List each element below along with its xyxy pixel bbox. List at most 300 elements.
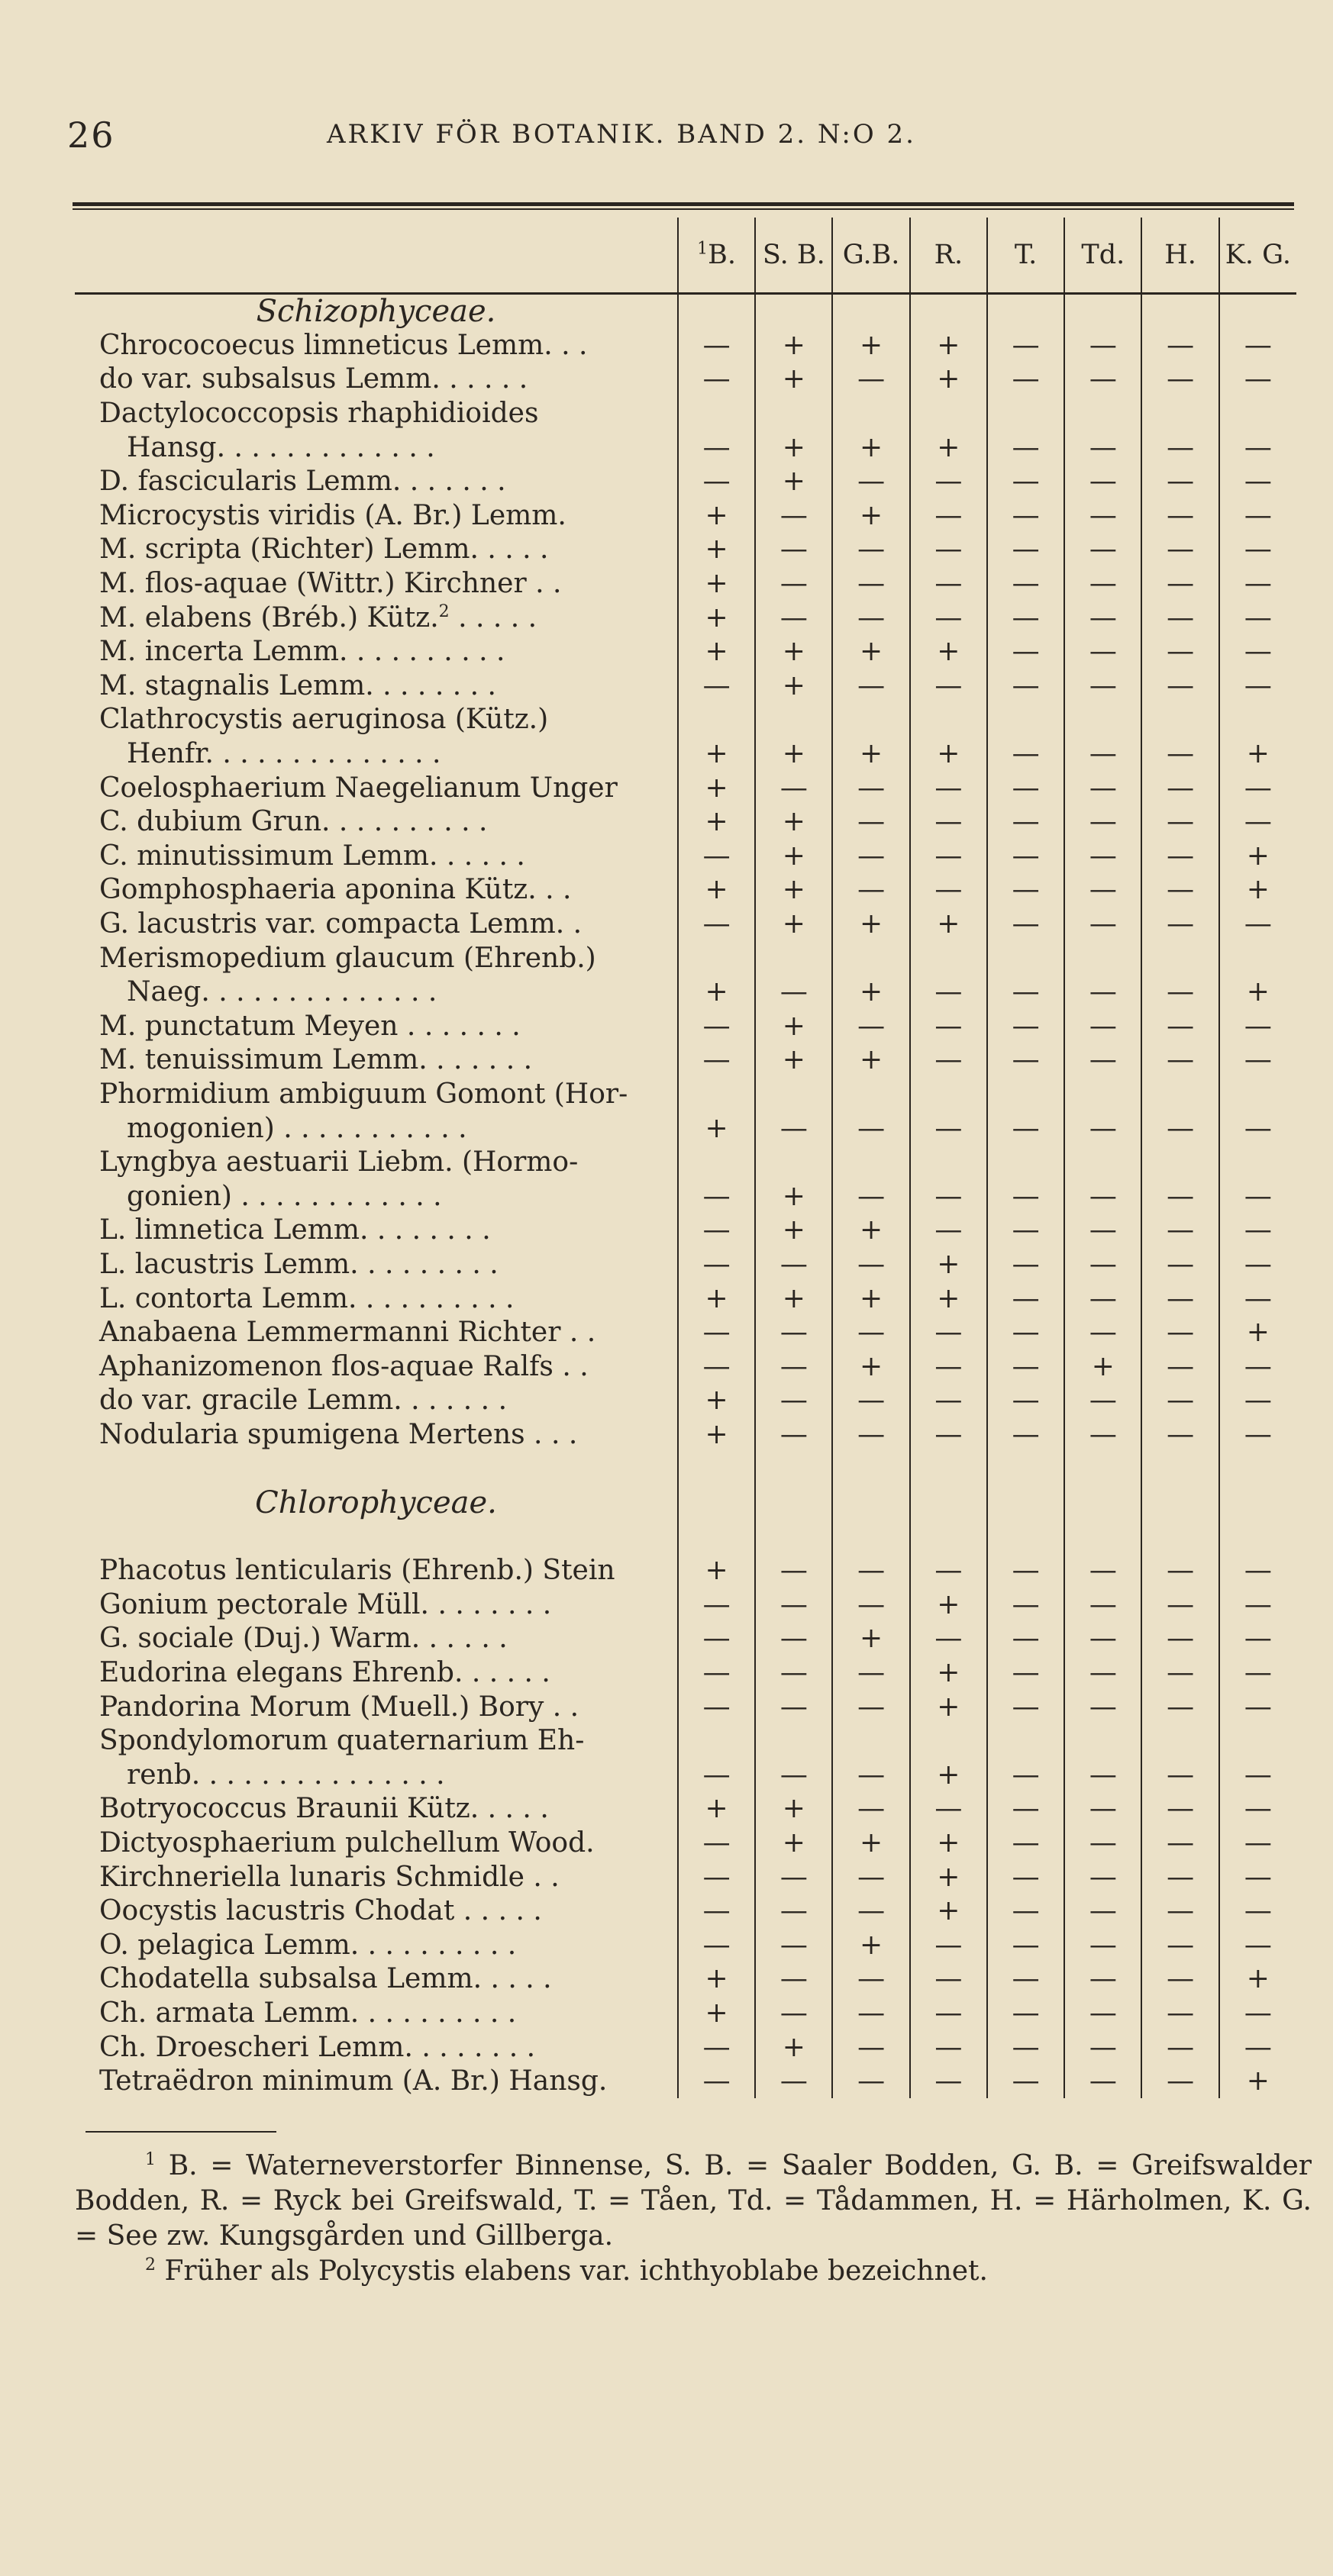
presence-mark: + — [755, 1043, 832, 1078]
presence-mark: — — [1141, 873, 1218, 908]
presence-mark: — — [1064, 1826, 1141, 1861]
presence-mark: + — [755, 1282, 832, 1316]
presence-mark: + — [678, 1554, 755, 1588]
presence-mark: — — [987, 1929, 1064, 1963]
presence-mark: — — [987, 430, 1064, 465]
presence-mark: — — [987, 1997, 1064, 2031]
empty-cell — [755, 1486, 832, 1520]
presence-mark: — — [678, 1214, 755, 1248]
presence-mark: — — [1219, 1282, 1296, 1316]
presence-mark: — — [1141, 1588, 1218, 1623]
taxon-name: M. scripta (Richter) Lemm. . . . . — [99, 534, 549, 566]
presence-mark: — — [678, 1349, 755, 1384]
presence-mark: — — [1219, 1656, 1296, 1691]
presence-mark: — — [1219, 1214, 1296, 1248]
presence-mark: — — [1064, 1248, 1141, 1282]
column-header — [1141, 218, 1218, 294]
presence-mark: — — [910, 567, 987, 601]
presence-mark: + — [678, 1997, 755, 2031]
table-row — [75, 363, 1296, 397]
presence-mark: — — [1219, 1554, 1296, 1588]
taxon-name: Merismopedium glaucum (Ehrenb.) — [99, 942, 596, 974]
presence-mark: — — [987, 1759, 1064, 1793]
table-row — [75, 2065, 1296, 2099]
presence-mark: + — [755, 635, 832, 669]
presence-mark: — — [1064, 1622, 1141, 1656]
presence-mark: + — [678, 1282, 755, 1316]
presence-mark: — — [1064, 805, 1141, 840]
presence-mark: — — [1219, 1179, 1296, 1214]
presence-mark: — — [678, 465, 755, 499]
journal-title: ARKIV FÖR BOTANIK. BAND 2. N:O 2. — [327, 119, 916, 150]
table-row — [75, 771, 1296, 805]
section-heading: Chlorophyceae. — [255, 1485, 497, 1520]
presence-mark: — — [1141, 533, 1218, 567]
presence-mark: — — [910, 669, 987, 704]
presence-mark: + — [755, 1792, 832, 1826]
spacer-row — [75, 1452, 1296, 1486]
presence-mark: + — [755, 1826, 832, 1861]
empty-cell — [1064, 1520, 1141, 1554]
empty-cell — [755, 1452, 832, 1486]
taxon-name: Spondylomorum quaternarium Eh- — [99, 1725, 585, 1757]
presence-mark: + — [832, 1826, 909, 1861]
presence-mark: — — [832, 533, 909, 567]
table-row — [75, 2030, 1296, 2065]
empty-cell — [1064, 397, 1141, 431]
empty-cell — [832, 1452, 909, 1486]
presence-mark: — — [678, 1826, 755, 1861]
presence-mark: — — [1064, 908, 1141, 942]
empty-cell — [755, 703, 832, 737]
presence-mark: — — [987, 363, 1064, 397]
empty-cell — [1141, 1078, 1218, 1112]
empty-cell — [678, 1520, 755, 1554]
presence-mark: — — [1219, 329, 1296, 363]
presence-mark: + — [832, 975, 909, 1010]
table-row — [75, 1418, 1296, 1452]
taxon-name: C. dubium Grun. . . . . . . . . . — [99, 806, 488, 838]
presence-mark: — — [1064, 771, 1141, 805]
presence-mark: — — [910, 1111, 987, 1146]
presence-mark: — — [1141, 805, 1218, 840]
presence-mark: — — [1141, 1690, 1218, 1724]
presence-mark: — — [1141, 1997, 1218, 2031]
presence-mark: — — [1141, 1384, 1218, 1418]
presence-mark: — — [832, 601, 909, 635]
table-row — [75, 1588, 1296, 1623]
empty-cell — [1141, 1452, 1218, 1486]
presence-mark: — — [832, 1656, 909, 1691]
empty-cell — [832, 1724, 909, 1759]
footnote-text: B. = Waterneverstorfer Binnense, S. B. = Saaler Bodden, G. B. = Greifswalder Bodden, R. = Ryck bei Greifswald, T. = Tåen, Td. = Tådammen, H. = Härholmen, K. G. = See zw. Kungsgården und Gillberga. — [75, 2150, 1312, 2252]
presence-mark: — — [1219, 1418, 1296, 1452]
distribution-table-wrapper — [75, 218, 1296, 2098]
presence-mark: — — [987, 1111, 1064, 1146]
presence-mark: — — [1141, 1282, 1218, 1316]
presence-mark: — — [1064, 567, 1141, 601]
presence-mark: — — [1219, 1043, 1296, 1078]
presence-mark: — — [1219, 1248, 1296, 1282]
empty-cell — [832, 941, 909, 975]
taxon-name: M. incerta Lemm. . . . . . . . . . — [99, 636, 505, 668]
presence-mark: — — [1141, 430, 1218, 465]
presence-mark: + — [1219, 2065, 1296, 2099]
presence-mark: — — [910, 465, 987, 499]
presence-mark: — — [1141, 1860, 1218, 1894]
presence-mark: + — [1219, 873, 1296, 908]
presence-mark: — — [1219, 1860, 1296, 1894]
empty-cell — [1219, 1486, 1296, 1520]
table-row — [75, 975, 1296, 1010]
presence-mark: — — [678, 1043, 755, 1078]
presence-mark: — — [1219, 1111, 1296, 1146]
presence-mark: + — [832, 908, 909, 942]
presence-mark: — — [755, 2065, 832, 2099]
presence-mark: + — [755, 840, 832, 874]
presence-mark: — — [1219, 1349, 1296, 1384]
empty-cell — [1064, 1078, 1141, 1112]
presence-mark: + — [678, 1962, 755, 1997]
empty-cell — [1141, 703, 1218, 737]
presence-mark: — — [1064, 499, 1141, 534]
presence-mark: — — [1064, 2030, 1141, 2065]
presence-mark: — — [832, 1316, 909, 1350]
presence-mark: — — [987, 1043, 1064, 1078]
taxon-name: Anabaena Lemmermanni Richter . . — [99, 1317, 596, 1349]
presence-mark: — — [910, 533, 987, 567]
presence-mark: — — [1141, 737, 1218, 772]
spacer-row — [75, 1520, 1296, 1554]
presence-mark: — — [1141, 363, 1218, 397]
presence-mark: — — [755, 1759, 832, 1793]
table-row — [75, 1179, 1296, 1214]
empty-cell — [987, 1078, 1064, 1112]
presence-mark: — — [678, 840, 755, 874]
footnote-number: 2 — [145, 2255, 156, 2275]
presence-mark: — — [678, 1894, 755, 1929]
presence-mark: + — [910, 430, 987, 465]
presence-mark: — — [678, 1860, 755, 1894]
empty-cell — [1219, 1520, 1296, 1554]
presence-mark: + — [755, 1214, 832, 1248]
table-row — [75, 397, 1296, 431]
presence-mark: — — [1064, 975, 1141, 1010]
presence-mark: + — [910, 1588, 987, 1623]
empty-cell — [1064, 1724, 1141, 1759]
empty-cell — [910, 1452, 987, 1486]
presence-mark: — — [1064, 363, 1141, 397]
table-row — [75, 1009, 1296, 1043]
presence-mark: + — [910, 1860, 987, 1894]
empty-cell — [755, 1146, 832, 1180]
presence-mark: — — [910, 975, 987, 1010]
presence-mark: + — [678, 567, 755, 601]
taxon-name: Eudorina elegans Ehrenb. . . . . . — [99, 1657, 550, 1689]
presence-mark: — — [987, 805, 1064, 840]
presence-mark: — — [832, 1009, 909, 1043]
empty-cell — [987, 397, 1064, 431]
presence-mark: — — [1064, 1043, 1141, 1078]
empty-cell — [1141, 1146, 1218, 1180]
table-row — [75, 1146, 1296, 1180]
presence-mark: + — [832, 1622, 909, 1656]
table-row — [75, 1860, 1296, 1894]
presence-mark: — — [755, 533, 832, 567]
presence-mark: + — [1219, 1962, 1296, 1997]
presence-mark: — — [987, 635, 1064, 669]
presence-mark: — — [910, 805, 987, 840]
presence-mark: — — [910, 1554, 987, 1588]
presence-mark: — — [678, 1759, 755, 1793]
presence-mark: — — [1064, 1792, 1141, 1826]
table-row — [75, 635, 1296, 669]
presence-mark: — — [1064, 873, 1141, 908]
taxon-name: do var. subsalsus Lemm. . . . . . — [99, 363, 528, 395]
presence-mark: — — [1141, 329, 1218, 363]
presence-mark: — — [832, 1111, 909, 1146]
presence-mark: + — [910, 737, 987, 772]
empty-cell — [755, 1724, 832, 1759]
table-row — [75, 567, 1296, 601]
presence-mark: + — [755, 465, 832, 499]
taxon-name: Chodatella subsalsa Lemm. . . . . — [99, 1963, 552, 1995]
empty-cell — [987, 941, 1064, 975]
empty-cell — [832, 294, 909, 329]
presence-mark: — — [832, 1997, 909, 2031]
presence-mark: — — [678, 1009, 755, 1043]
presence-mark: — — [910, 1622, 987, 1656]
empty-cell — [678, 1078, 755, 1112]
taxon-name: L. limnetica Lemm. . . . . . . . — [99, 1214, 491, 1246]
taxon-name: Dactylococcopsis rhaphidioides — [99, 398, 539, 430]
footnote-number: 1 — [145, 2150, 156, 2169]
presence-mark: — — [678, 1179, 755, 1214]
table-top-rule — [73, 202, 1294, 206]
presence-mark: — — [1064, 1316, 1141, 1350]
presence-mark: — — [1064, 329, 1141, 363]
presence-mark: — — [910, 499, 987, 534]
page-number: 26 — [67, 114, 115, 156]
presence-mark: — — [1064, 1111, 1141, 1146]
footnote-rule — [86, 2131, 276, 2133]
presence-mark: — — [987, 1690, 1064, 1724]
empty-cell — [1141, 941, 1218, 975]
presence-mark: — — [910, 2065, 987, 2099]
table-row — [75, 1554, 1296, 1588]
presence-mark: + — [832, 1929, 909, 1963]
footnote-marker: 2 — [438, 601, 450, 621]
presence-mark: — — [755, 1622, 832, 1656]
presence-mark: + — [910, 1759, 987, 1793]
presence-mark: — — [1219, 635, 1296, 669]
presence-mark: — — [755, 1656, 832, 1691]
presence-mark: — — [1141, 1929, 1218, 1963]
empty-cell — [678, 294, 755, 329]
table-row — [75, 1043, 1296, 1078]
taxon-name: M. flos-aquae (Wittr.) Kirchner . . — [99, 568, 562, 600]
presence-mark: — — [1141, 601, 1218, 635]
presence-mark: — — [755, 1316, 832, 1350]
empty-cell — [75, 1520, 678, 1554]
presence-mark: — — [678, 1656, 755, 1691]
empty-cell — [910, 1146, 987, 1180]
presence-mark: — — [1064, 1554, 1141, 1588]
footnotes — [75, 2149, 1312, 2289]
taxon-name: Hansg. . . . . . . . . . . . . — [127, 431, 435, 463]
empty-cell — [755, 1520, 832, 1554]
presence-mark: — — [1219, 533, 1296, 567]
presence-mark: — — [1064, 669, 1141, 704]
empty-cell — [678, 1146, 755, 1180]
presence-mark: — — [1064, 430, 1141, 465]
presence-mark: + — [832, 430, 909, 465]
empty-cell — [1219, 703, 1296, 737]
presence-mark: — — [1141, 1759, 1218, 1793]
presence-mark: — — [910, 873, 987, 908]
presence-mark: — — [987, 567, 1064, 601]
table-row — [75, 1282, 1296, 1316]
presence-mark: — — [832, 2065, 909, 2099]
presence-mark: — — [832, 1179, 909, 1214]
presence-mark: + — [832, 329, 909, 363]
taxon-name: O. pelagica Lemm. . . . . . . . . . — [99, 1929, 517, 1961]
presence-mark: — — [678, 1316, 755, 1350]
presence-mark: — — [755, 1962, 832, 1997]
table-row — [75, 908, 1296, 942]
empty-cell — [678, 703, 755, 737]
presence-mark: — — [1064, 1962, 1141, 1997]
presence-mark: — — [1141, 1043, 1218, 1078]
column-label: S. B. — [762, 240, 825, 270]
empty-cell — [832, 1078, 909, 1112]
empty-cell — [678, 397, 755, 431]
presence-mark: — — [755, 1690, 832, 1724]
presence-mark: + — [755, 1009, 832, 1043]
table-row — [75, 1622, 1296, 1656]
presence-mark: — — [1219, 1997, 1296, 2031]
empty-cell — [1219, 1452, 1296, 1486]
presence-mark: — — [1219, 1009, 1296, 1043]
taxon-name: Chrococoecus limneticus Lemm. . . — [99, 329, 588, 361]
empty-cell — [1064, 1486, 1141, 1520]
presence-mark: — — [755, 1349, 832, 1384]
presence-mark: — — [987, 2065, 1064, 2099]
presence-mark: + — [910, 1656, 987, 1691]
taxon-name: L. contorta Lemm. . . . . . . . . . — [99, 1282, 515, 1314]
presence-mark: — — [832, 1962, 909, 1997]
presence-mark: + — [832, 1214, 909, 1248]
presence-mark: — — [1064, 1690, 1141, 1724]
presence-mark: — — [1064, 1997, 1141, 2031]
presence-mark: — — [1141, 1349, 1218, 1384]
empty-cell — [832, 1486, 909, 1520]
presence-mark: — — [1064, 1588, 1141, 1623]
presence-mark: — — [987, 1588, 1064, 1623]
table-row — [75, 1214, 1296, 1248]
presence-mark: + — [755, 363, 832, 397]
presence-mark: — — [1064, 1759, 1141, 1793]
table-row — [75, 1349, 1296, 1384]
presence-mark: — — [987, 975, 1064, 1010]
presence-mark: — — [1141, 1418, 1218, 1452]
presence-mark: — — [755, 1997, 832, 2031]
presence-mark: + — [755, 1179, 832, 1214]
presence-mark: — — [987, 873, 1064, 908]
footnote-marker: 1 — [697, 239, 708, 259]
presence-mark: — — [1064, 1384, 1141, 1418]
taxon-name: do var. gracile Lemm. . . . . . . — [99, 1385, 508, 1417]
empty-cell — [1219, 1146, 1296, 1180]
column-header — [678, 218, 755, 294]
presence-mark: — — [910, 1997, 987, 2031]
presence-mark: — — [1219, 567, 1296, 601]
presence-mark: — — [1064, 601, 1141, 635]
presence-mark: — — [987, 499, 1064, 534]
column-header — [910, 218, 987, 294]
presence-mark: — — [1064, 1282, 1141, 1316]
taxon-name: L. lacustris Lemm. . . . . . . . . — [99, 1248, 499, 1280]
empty-cell — [1064, 941, 1141, 975]
presence-mark: — — [678, 363, 755, 397]
presence-mark: + — [678, 1418, 755, 1452]
presence-mark: — — [987, 1316, 1064, 1350]
presence-mark: — — [1141, 1009, 1218, 1043]
presence-mark: — — [987, 737, 1064, 772]
presence-mark: + — [832, 1349, 909, 1384]
table-row — [75, 805, 1296, 840]
table-row — [75, 737, 1296, 772]
presence-mark: — — [910, 1009, 987, 1043]
presence-mark: — — [987, 1622, 1064, 1656]
presence-mark: — — [1064, 2065, 1141, 2099]
presence-mark: — — [1219, 499, 1296, 534]
table-row — [75, 840, 1296, 874]
presence-mark: — — [1064, 1418, 1141, 1452]
presence-mark: — — [1141, 669, 1218, 704]
taxon-name: Oocystis lacustris Chodat . . . . . — [99, 1895, 542, 1927]
presence-mark: — — [1219, 1588, 1296, 1623]
presence-mark: — — [1064, 1860, 1141, 1894]
presence-mark: — — [1219, 2030, 1296, 2065]
taxon-name: G. sociale (Duj.) Warm. . . . . . — [99, 1623, 508, 1655]
presence-mark: + — [832, 737, 909, 772]
presence-mark: — — [1064, 1894, 1141, 1929]
presence-mark: — — [1141, 1316, 1218, 1350]
presence-mark: — — [987, 1792, 1064, 1826]
taxon-name: Kirchneriella lunaris Schmidle . . — [99, 1861, 560, 1893]
empty-cell — [910, 1724, 987, 1759]
empty-cell — [910, 294, 987, 329]
table-row — [75, 1724, 1296, 1759]
presence-mark: — — [1141, 2030, 1218, 2065]
table-row — [75, 499, 1296, 534]
presence-mark: — — [1141, 1826, 1218, 1861]
empty-cell — [910, 397, 987, 431]
presence-mark: — — [1141, 908, 1218, 942]
column-label: R. — [934, 240, 963, 270]
running-header — [67, 114, 1228, 160]
column-label: B. — [708, 240, 737, 270]
presence-mark: — — [832, 1384, 909, 1418]
presence-mark: — — [987, 2030, 1064, 2065]
empty-cell — [987, 1452, 1064, 1486]
taxon-name: Phacotus lenticularis (Ehrenb.) Stein — [99, 1555, 615, 1587]
presence-mark: + — [755, 805, 832, 840]
taxon-name: M. stagnalis Lemm. . . . . . . . — [99, 669, 496, 701]
empty-cell — [832, 397, 909, 431]
empty-cell — [1141, 1520, 1218, 1554]
